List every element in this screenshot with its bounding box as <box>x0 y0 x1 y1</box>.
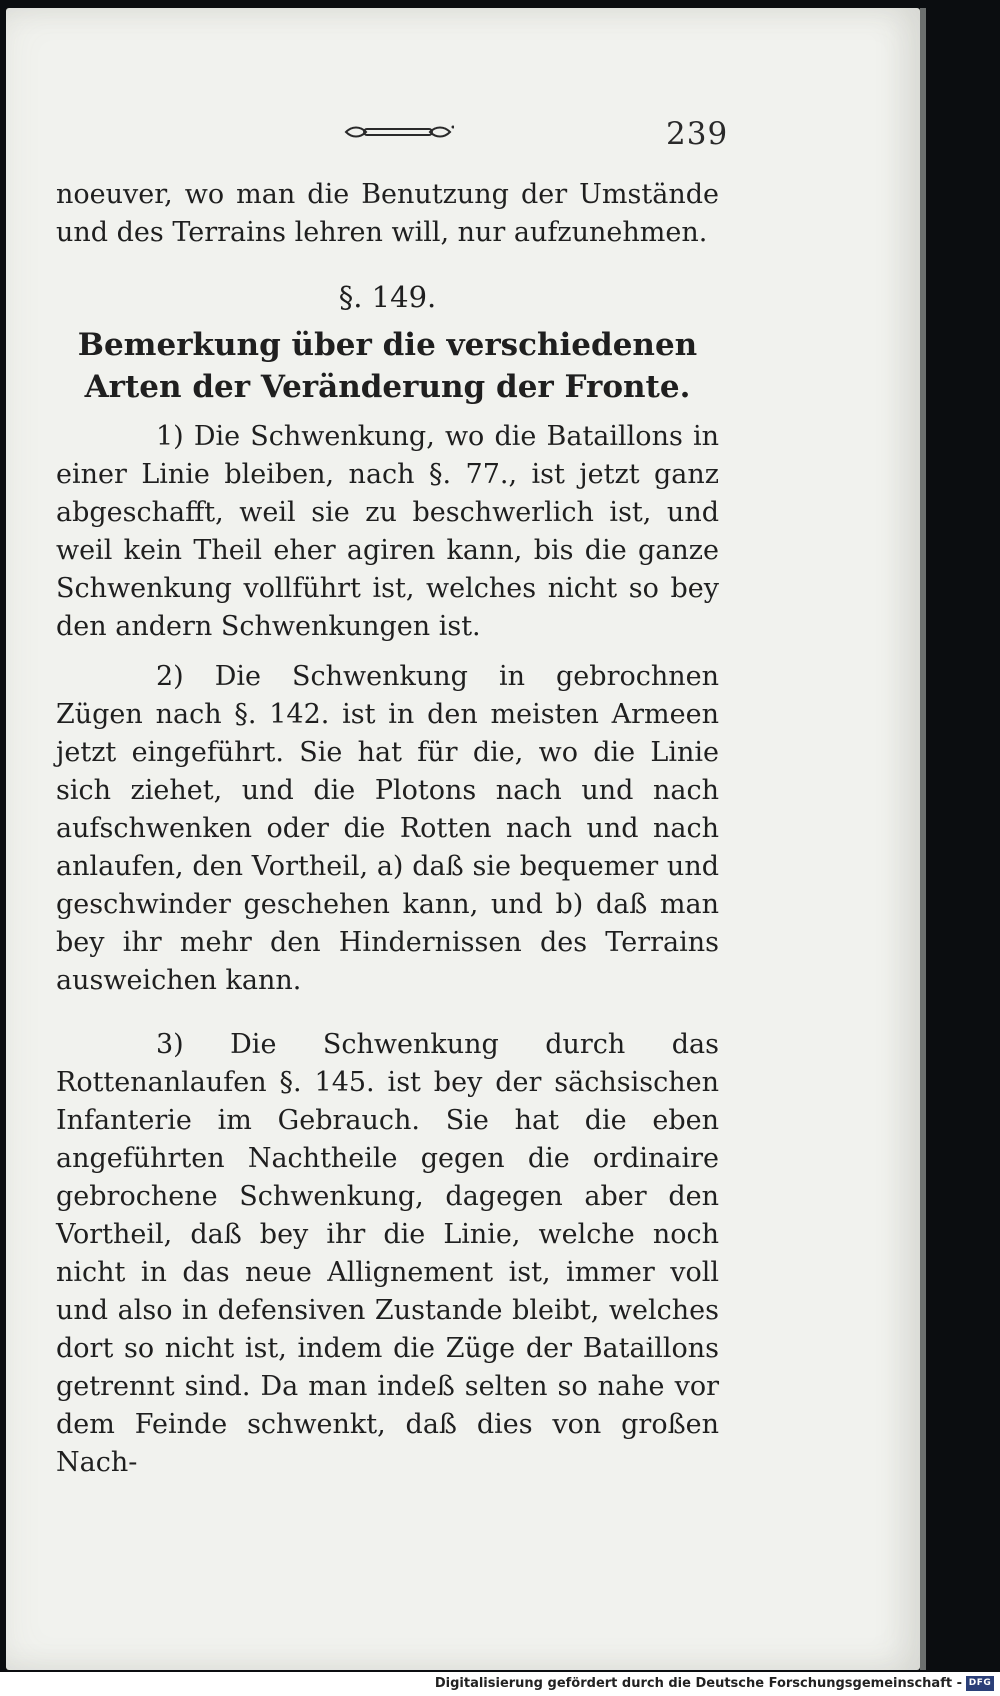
digitization-footer <box>0 1672 1000 1696</box>
decorative-rule-icon <box>342 124 454 140</box>
page-number: 239 <box>666 116 729 152</box>
page-edge <box>920 8 926 1670</box>
section-number: §. 149. <box>338 280 437 314</box>
footer-text: Digitalisierung gefördert durch die Deutsche Forschungsgemeinschaft - <box>434 1676 962 1691</box>
dfg-logo-icon: DFG <box>966 1676 994 1691</box>
lead-text: noeuver, wo man die Benutzung der Umstände und des Terrains lehren will, nur aufzunehmen. <box>56 179 719 248</box>
paragraph-3: 3) Die Schwenkung durch das Rottenanlaufen §. 145. ist bey der sächsischen Infanterie im Gebrauch. Sie hat die eben angeführten Nachtheile gegen die ordinaire gebrochene Schwenkung, dagegen aber den Vortheil, daß bey ihr die Linie, welche noch nicht in das neue Allignement ist, immer voll und also in defensiven Zustande bleibt, welches dort so nicht ist, indem die Züge der Bataillons getrennt sind. Da man indeß selten so nahe vor dem Feinde schwenkt, daß dies von großen Nach- <box>56 1029 719 1478</box>
section-heading: Bemerkung über die verschiedenen Arten der Veränderung der Fronte. <box>77 327 698 405</box>
paragraph-1: 1) Die Schwenkung, wo die Bataillons in einer Linie bleiben, nach §. 77., ist jetzt ganz abgeschafft, weil sie zu beschwerlich ist, und weil kein Theil eher agiren kann, bis die ganze Schwenkung vollführt ist, welches nicht so bey den andern Schwenkungen ist. <box>56 421 719 642</box>
page-text <box>56 176 719 1482</box>
paragraph-2: 2) Die Schwenkung in gebrochnen Zügen nach §. 142. ist in den meisten Armeen jetzt eingeführt. Sie hat für die, wo die Linie sich ziehet, und die Plotons nach und nach aufschwenken oder die Rotten nach und nach anlaufen, den Vortheil, a) daß sie bequemer und geschwinder geschehen kann, und b) daß man bey ihr mehr den Hindernissen des Terrains ausweichen kann. <box>56 661 719 996</box>
